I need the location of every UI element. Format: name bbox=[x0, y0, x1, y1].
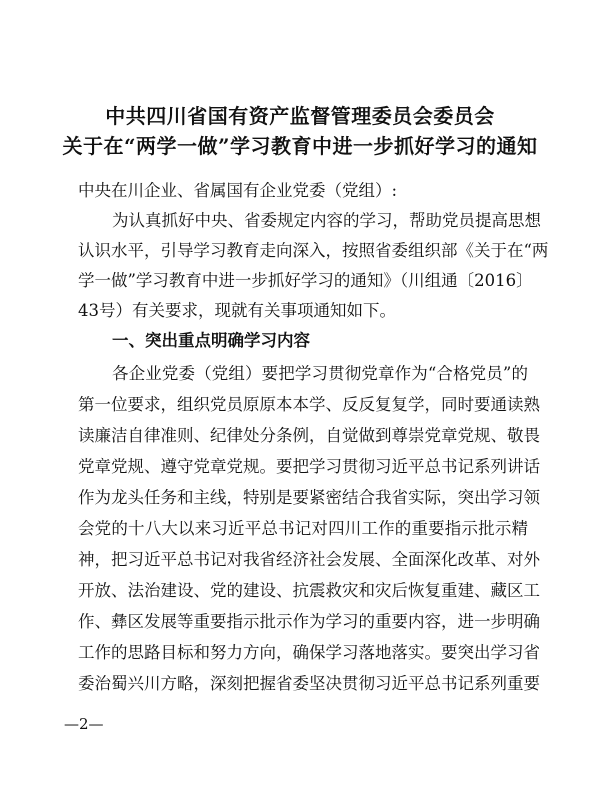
paragraph-line: 读廉洁自律准则、纪律处分条例，自觉做到尊崇党章党规、敬畏 bbox=[78, 426, 540, 445]
paragraph-line: 作为龙头任务和主线，特别是要紧密结合我省实际，突出学习领 bbox=[78, 488, 540, 507]
paragraph-line: 工作的思路目标和努力方向，确保学习落地落实。要突出学习省 bbox=[78, 643, 540, 662]
paragraph-line: 党章党规、遵守党章党规。要把学习贯彻习近平总书记系列讲话 bbox=[78, 457, 540, 476]
paragraph-line: 委治蜀兴川方略，深刻把握省委坚决贯彻习近平总书记系列重要 bbox=[78, 674, 540, 693]
section-heading: 一、突出重点明确学习内容 bbox=[112, 331, 310, 350]
paragraph-line: 作、彝区发展等重要指示批示作为学习的重要内容，进一步明确 bbox=[78, 612, 540, 631]
paragraph-line: 会党的十八大以来习近平总书记对四川工作的重要指示批示精 bbox=[78, 519, 528, 538]
paragraph-line: 开放、法治建设、党的建设、抗震救灾和灾后恢复重建、藏区工 bbox=[78, 581, 540, 600]
paragraph-line: 为认真抓好中央、省委规定内容的学习，帮助党员提高思想 bbox=[112, 211, 541, 230]
document-title-line-1: 中共四川省国有资产监督管理委员会委员会 bbox=[105, 104, 495, 128]
addressee: 中央在川企业、省属国有企业党委（党组）: bbox=[78, 181, 398, 200]
paragraph-line: 43号）有关要求，现就有关事项通知如下。 bbox=[78, 301, 396, 320]
paragraph-line: 神，把习近平总书记对我省经济社会发展、全面深化改革、对外 bbox=[78, 550, 540, 569]
paragraph-line: 第一位要求，组织党员原原本本学、反反复复学，同时要通读熟 bbox=[78, 395, 540, 414]
paragraph-line: 学一做”学习教育中进一步抓好学习的通知》（川组通〔2016〕 bbox=[78, 271, 533, 290]
document-title-line-2: 关于在“两学一做”学习教育中进一步抓好学习的通知 bbox=[62, 134, 538, 158]
page-number: —2— bbox=[64, 715, 104, 733]
paragraph-line: 各企业党委（党组）要把学习贯彻党章作为“合格党员”的 bbox=[112, 364, 528, 383]
paragraph-line: 认识水平，引导学习教育走向深入，按照省委组织部《关于在“两 bbox=[78, 241, 549, 260]
